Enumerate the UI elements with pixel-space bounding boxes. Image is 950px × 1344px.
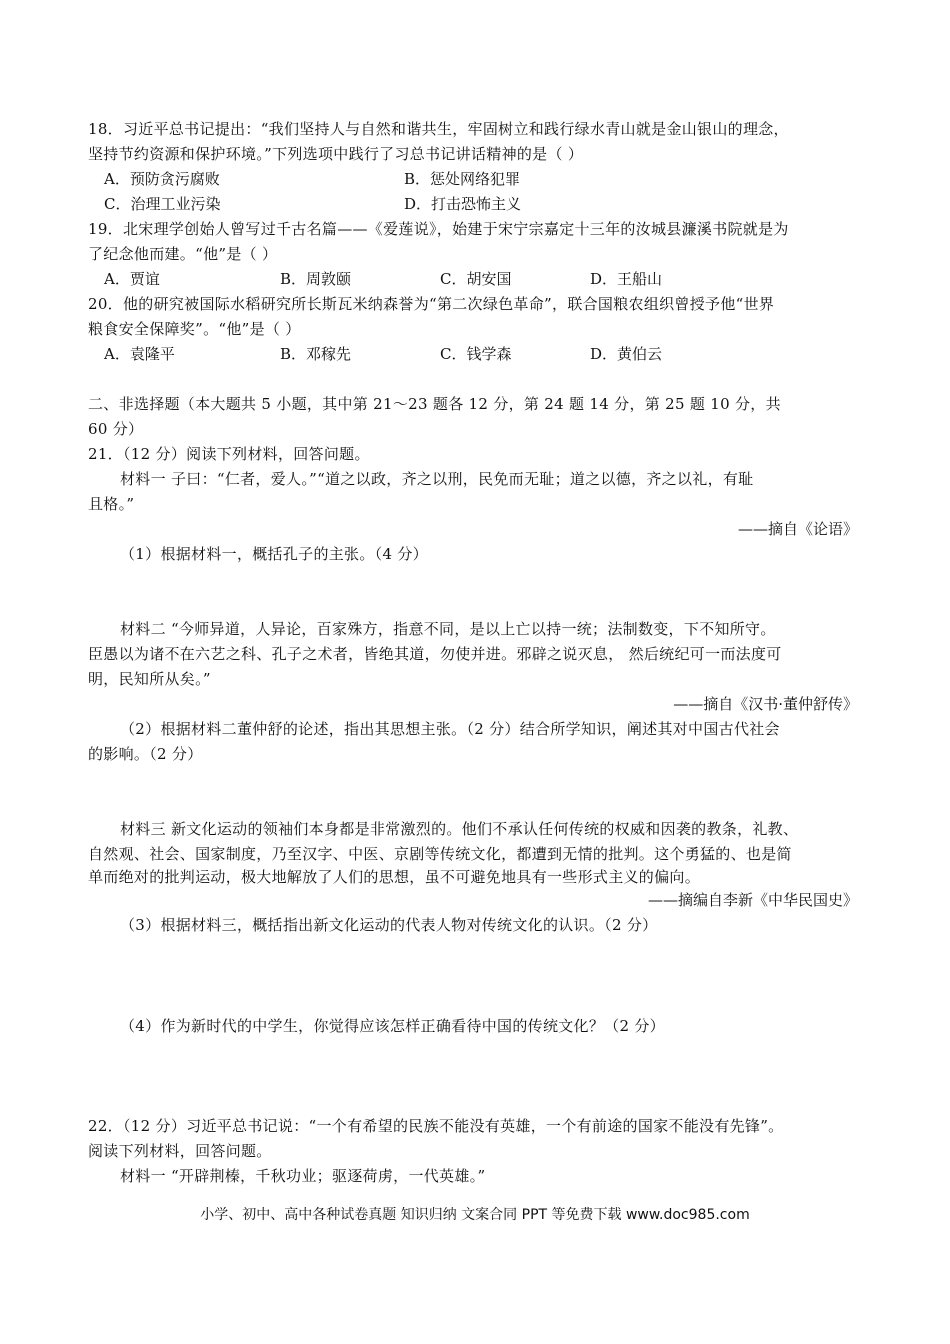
q21-subquestion4: （4）作为新时代的中学生，你觉得应该怎样正确看待中国的传统文化？（2 分） [120,1017,665,1035]
q18-option-b: B．惩处网络犯罪 [404,170,521,188]
q18-line1: 18．习近平总书记提出：“我们坚持人与自然和谐共生，牢固树立和践行绿水青山就是金山银山的理念， [88,120,789,138]
q21-subquestion2-line1: （2）根据材料二董仲舒的论述，指出其思想主张。（2 分）结合所学知识，阐述其对中国古代社会 [120,720,780,738]
q18-option-d: D．打击恐怖主义 [404,195,522,213]
q19-option-c: C．胡安国 [440,270,512,288]
q20-line2: 粮食安全保障奖”。“他”是（ ） [88,320,301,338]
section2-heading-line2: 60 分） [88,420,144,438]
q22-material1: 材料一 “开辟荆榛，千秋功业；驱逐荷虏，一代英雄。” [120,1167,486,1185]
q21-material3-line2: 自然观、社会、国家制度，乃至汉字、中医、京剧等传统文化，都遭到无情的批判。这个勇猛的、也是简 [88,845,792,863]
q21-material3-line3: 单而绝对的批判运动，极大地解放了人们的思想，虽不可避免地具有一些形式主义的偏向。 [88,868,701,886]
q21-material1-line2: 且格。” [88,495,135,513]
q20-option-c: C．钱学森 [440,345,512,363]
q22-line2: 阅读下列材料，回答问题。 [88,1142,272,1160]
page-footer: 小学、初中、高中各种试卷真题 知识归纳 文案合同 PPT 等免费下载 www.doc985.com [200,1207,750,1223]
q21-subquestion1: （1）根据材料一，概括孔子的主张。（4 分） [120,545,428,563]
q22-line1: 22．（12 分）习近平总书记说：“一个有希望的民族不能没有英雄，一个有前途的国家不能没有先锋”。 [88,1117,784,1135]
q18-line2: 坚持节约资源和保护环境。”下列选项中践行了习总书记讲话精神的是（ ） [88,145,584,163]
q21-subquestion2-line2: 的影响。（2 分） [88,745,203,763]
q21-material3-source: ——摘编自李新《中华民国史》 [647,891,858,909]
q21-subquestion3: （3）根据材料三，概括指出新文化运动的代表人物对传统文化的认识。（2 分） [120,916,658,934]
q19-option-b: B．周敦颐 [280,270,352,288]
q19-option-d: D．王船山 [590,270,663,288]
q18-option-c: C．治理工业污染 [104,195,221,213]
section2-heading-line1: 二、非选择题（本大题共 5 小题，其中第 21～23 题各 12 分，第 24 题 14 分，第 25 题 10 分，共 [88,395,781,413]
q21-material3-line1: 材料三 新文化运动的领袖们本身都是非常激烈的。他们不承认任何传统的权威和因袭的教条，礼教、 [120,820,799,838]
q18-option-a: A．预防贪污腐败 [104,170,220,188]
q19-line1: 19．北宋理学创始人曾写过千古名篇——《爱莲说》，始建于宋宁宗嘉定十三年的汝城县濂溪书院就是为 [88,220,789,238]
q21-material2-line2: 臣愚以为诸不在六艺之科、孔子之术者，皆绝其道，勿使并进。邪辟之说灭息， 然后统纪可一而法度可 [88,645,782,663]
q21-material1-source: ——摘自《论语》 [737,520,858,538]
q21-intro: 21．（12 分）阅读下列材料，回答问题。 [88,445,370,463]
q21-material1-line1: 材料一 子曰：“仁者，爱人。”“道之以政，齐之以刑，民免而无耻；道之以德，齐之以礼，有耻 [120,470,754,488]
q21-material2-line1: 材料二 “今师异道，人异论，百家殊方，指意不同，是以上亡以持一统；法制数变，下不知所守。 [120,620,776,638]
q21-material2-source: ——摘自《汉书·董仲舒传》 [673,695,858,713]
q19-line2: 了纪念他而建。“他”是（ ） [88,245,278,263]
q20-option-a: A．袁隆平 [104,345,175,363]
q21-material2-line3: 明，民知所从矣。” [88,670,211,688]
q20-line1: 20．他的研究被国际水稻研究所长斯瓦米纳森誉为“第二次绿色革命”，联合国粮农组织曾授予他“世界 [88,295,775,313]
q20-option-d: D．黄伯云 [590,345,663,363]
q19-option-a: A．贾谊 [104,270,160,288]
q20-option-b: B．邓稼先 [280,345,352,363]
